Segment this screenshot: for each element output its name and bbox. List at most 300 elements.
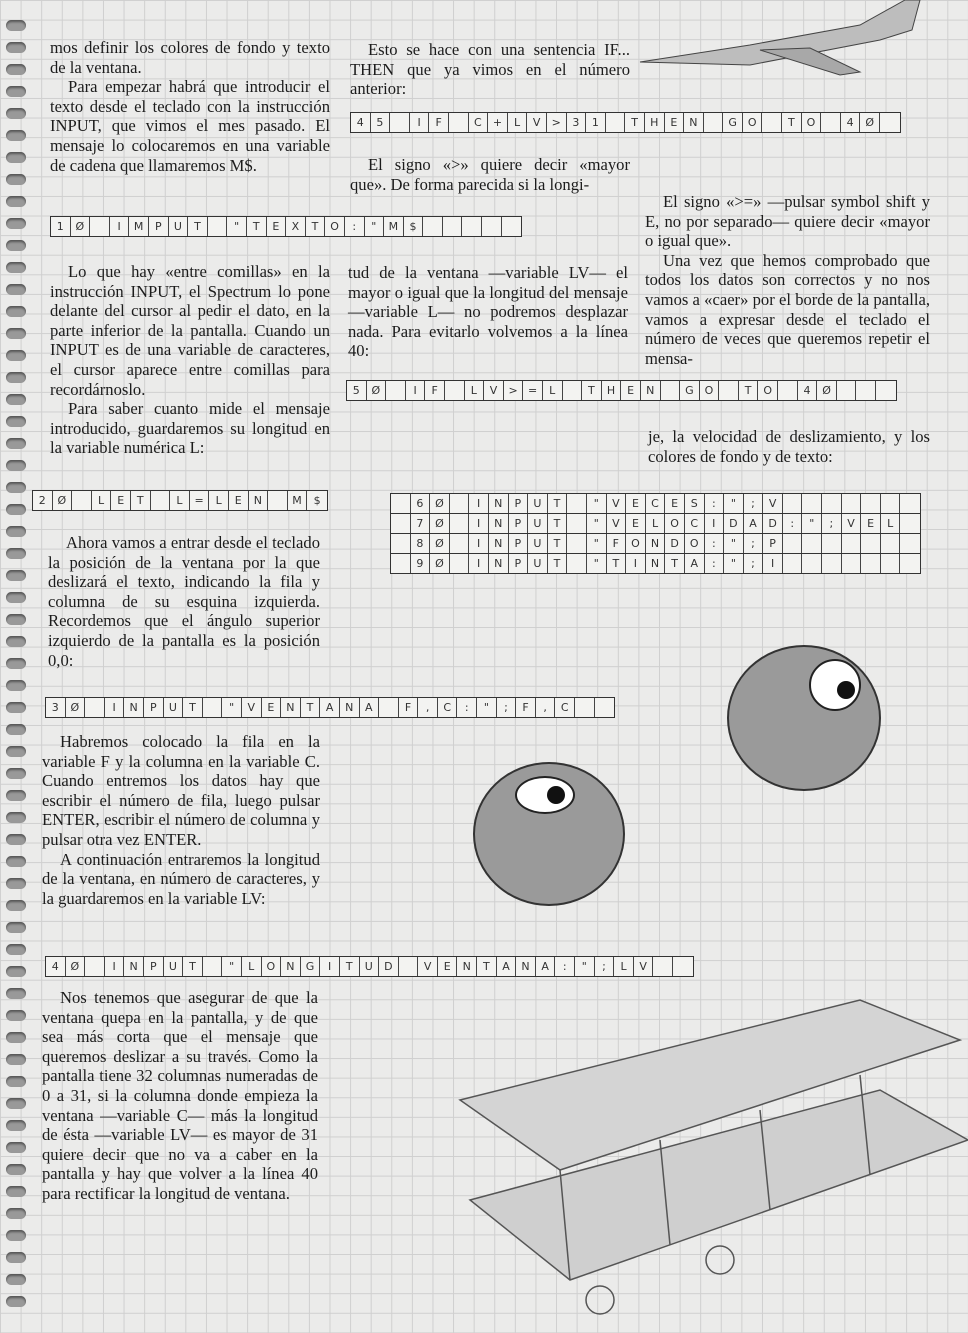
- binding-hole: [6, 526, 26, 537]
- code-cell: [837, 381, 857, 400]
- code-cell: Ø: [430, 534, 450, 553]
- binding-hole: [6, 1032, 26, 1043]
- code-line-45: [350, 112, 901, 133]
- code-cell: [423, 217, 443, 236]
- code-cell: [653, 957, 673, 976]
- code-cell: [802, 494, 822, 513]
- code-cell: [151, 491, 171, 510]
- article-column-mid-3: [348, 263, 628, 361]
- code-cell: ": [724, 554, 744, 573]
- code-cell: T: [665, 554, 685, 573]
- binding-hole: [6, 878, 26, 889]
- code-cell: O: [700, 381, 720, 400]
- code-cell: [900, 534, 920, 553]
- binding-hole: [6, 856, 26, 867]
- code-cell: V: [763, 494, 783, 513]
- binding-hole: [6, 416, 26, 427]
- code-cell: L: [614, 957, 634, 976]
- code-cell: Ø: [367, 381, 387, 400]
- binding-hole: [6, 504, 26, 515]
- code-cell: I: [763, 554, 783, 573]
- code-cell: P: [144, 957, 164, 976]
- code-cell: [802, 534, 822, 553]
- code-cell: 4: [841, 113, 861, 132]
- code-cell: Ø: [430, 494, 450, 513]
- code-cell: N: [281, 957, 301, 976]
- code-cell: :: [783, 514, 803, 533]
- code-cell: P: [509, 514, 529, 533]
- code-cell: V: [842, 514, 862, 533]
- code-cell: G: [301, 957, 321, 976]
- code-cell: [386, 381, 406, 400]
- code-cell: [203, 698, 223, 717]
- code-cell: [90, 217, 110, 236]
- code-cell: T: [739, 381, 759, 400]
- code-cell: M: [129, 217, 149, 236]
- binding-hole: [6, 1054, 26, 1065]
- code-cell: Ø: [53, 491, 73, 510]
- binding-hole: [6, 812, 26, 823]
- code-cell: N: [281, 698, 301, 717]
- code-cell: T: [782, 113, 802, 132]
- article-column-left-2: [50, 262, 330, 458]
- code-cell: E: [621, 381, 641, 400]
- code-cell: [842, 494, 862, 513]
- code-cell: [673, 957, 693, 976]
- code-cell: 2: [33, 491, 53, 510]
- code-cell: L: [646, 514, 666, 533]
- code-cell: [802, 554, 822, 573]
- code-cell: ": [587, 534, 607, 553]
- binding-hole: [6, 900, 26, 911]
- code-cell: U: [528, 534, 548, 553]
- code-cell: M: [384, 217, 404, 236]
- code-cell: ;: [744, 534, 764, 553]
- code-cell: =: [190, 491, 210, 510]
- binding-hole: [6, 1230, 26, 1241]
- code-cell: V: [242, 698, 262, 717]
- code-cell: U: [169, 217, 189, 236]
- binding-hole: [6, 1296, 26, 1307]
- code-cell: N: [489, 554, 509, 573]
- code-cell: ": [587, 554, 607, 573]
- binding-hole: [6, 1252, 26, 1263]
- code-cell: O: [626, 534, 646, 553]
- code-cell: [861, 494, 881, 513]
- code-cell: C: [469, 113, 489, 132]
- code-cell: I: [105, 698, 125, 717]
- code-cell: L: [209, 491, 229, 510]
- code-cell: I: [469, 554, 489, 573]
- code-cell: [443, 217, 463, 236]
- code-cell: T: [477, 957, 497, 976]
- code-cell: [783, 554, 803, 573]
- code-cell: =: [523, 381, 543, 400]
- code-cell: 9: [411, 554, 431, 573]
- binding-hole: [6, 262, 26, 273]
- code-cell: ;: [595, 957, 615, 976]
- article-column-left-5: [42, 988, 318, 1204]
- code-cell: E: [267, 217, 287, 236]
- code-cell: [856, 381, 876, 400]
- code-cell: A: [360, 698, 380, 717]
- code-cell: U: [528, 514, 548, 533]
- code-line-40: [45, 956, 694, 977]
- code-cell: P: [144, 698, 164, 717]
- code-cell: >: [547, 113, 567, 132]
- code-cell: V: [527, 113, 547, 132]
- binding-hole: [6, 196, 26, 207]
- code-cell: I: [626, 554, 646, 573]
- code-cell: T: [548, 514, 568, 533]
- code-cell: N: [646, 554, 666, 573]
- code-cell: 1: [51, 217, 71, 236]
- pacman-ghost-illustration: [727, 645, 881, 791]
- code-line-80: [391, 533, 920, 553]
- code-cell: E: [665, 494, 685, 513]
- code-cell: [85, 957, 105, 976]
- binding-hole: [6, 482, 26, 493]
- code-line-90: [391, 553, 920, 573]
- code-cell: F: [607, 534, 627, 553]
- code-cell: T: [306, 217, 326, 236]
- code-cell: T: [188, 217, 208, 236]
- code-cell: ,: [536, 698, 556, 717]
- code-cell: S: [685, 494, 705, 513]
- binding-hole: [6, 460, 26, 471]
- code-cell: U: [528, 494, 548, 513]
- code-cell: I: [469, 514, 489, 533]
- code-cell: Ø: [817, 381, 837, 400]
- code-cell: [482, 217, 502, 236]
- code-cell: O: [262, 957, 282, 976]
- code-cell: ": [365, 217, 385, 236]
- code-cell: E: [626, 514, 646, 533]
- code-cell: [783, 534, 803, 553]
- code-cell: N: [489, 494, 509, 513]
- code-cell: [85, 698, 105, 717]
- binding-hole: [6, 1274, 26, 1285]
- binding-hole: [6, 768, 26, 779]
- code-line-20: [32, 490, 328, 511]
- code-cell: P: [509, 494, 529, 513]
- code-cell: I: [406, 381, 426, 400]
- paragraph: Esto se hace con una sentencia IF... THEN que ya vimos en el número anterior:: [350, 40, 630, 99]
- code-cell: >: [504, 381, 524, 400]
- code-cell: Ø: [66, 957, 86, 976]
- code-cell: A: [744, 514, 764, 533]
- paragraph: Lo que hay «entre comillas» en la instrucción INPUT, el Spectrum lo pone delante del cursor al pedir el dato, en la parte inferior de la pantalla. Cuando un INPUT es de una variable de caracteres, el cursor aparece entre comillas para recordárnoslo.: [50, 262, 330, 399]
- code-cell: 5: [371, 113, 391, 132]
- code-cell: C: [438, 698, 458, 717]
- code-cell: [861, 534, 881, 553]
- article-column-mid-2: [350, 155, 630, 194]
- code-cell: N: [684, 113, 704, 132]
- code-cell: ;: [744, 494, 764, 513]
- code-cell: T: [301, 698, 321, 717]
- paragraph: Para saber cuanto mide el mensaje introducido, guardaremos su longitud en la variable numérica L:: [50, 399, 330, 458]
- code-line-30: [45, 697, 615, 718]
- binding-hole: [6, 658, 26, 669]
- code-line-50: [346, 380, 897, 401]
- binding-hole: [6, 548, 26, 559]
- code-cell: D: [665, 534, 685, 553]
- paragraph: Una vez que hemos comprobado que todos los datos son correctos y no nos vamos a «caer» por el borde de la pantalla, vamos a expresar desde el teclado el número de veces que queremos repetir el mensa-: [645, 250, 930, 368]
- code-cell: T: [183, 957, 203, 976]
- binding-hole: [6, 988, 26, 999]
- binding-hole: [6, 746, 26, 757]
- code-cell: Ø: [860, 113, 880, 132]
- code-cell: E: [229, 491, 249, 510]
- code-cell: :: [705, 534, 725, 553]
- code-cell: Ø: [430, 514, 450, 533]
- code-cell: ;: [822, 514, 842, 533]
- binding-hole: [6, 570, 26, 581]
- code-cell: ": [587, 514, 607, 533]
- code-cell: Ø: [66, 698, 86, 717]
- code-cell: ;: [744, 554, 764, 573]
- code-line-70: [391, 513, 920, 533]
- code-cell: 8: [411, 534, 431, 553]
- code-line-60: [391, 494, 920, 513]
- code-cell: 3: [567, 113, 587, 132]
- code-cell: [822, 554, 842, 573]
- code-cell: V: [418, 957, 438, 976]
- binding-hole: [6, 790, 26, 801]
- code-cell: [567, 514, 587, 533]
- code-cell: ": [227, 217, 247, 236]
- code-cell: ,: [418, 698, 438, 717]
- jet-plane-illustration: [630, 0, 930, 80]
- code-cell: L: [170, 491, 190, 510]
- code-cell: [563, 381, 583, 400]
- binding-hole: [6, 86, 26, 97]
- code-cell: N: [457, 957, 477, 976]
- code-cell: A: [685, 554, 705, 573]
- code-cell: :: [705, 494, 725, 513]
- code-cell: N: [641, 381, 661, 400]
- code-cell: [880, 113, 900, 132]
- biplane-illustration: [440, 980, 968, 1333]
- code-cell: [719, 381, 739, 400]
- article-column-left-3: [48, 533, 320, 670]
- code-cell: :: [555, 957, 575, 976]
- code-cell: 5: [347, 381, 367, 400]
- code-cell: H: [645, 113, 665, 132]
- binding-hole: [6, 1098, 26, 1109]
- code-cell: V: [607, 514, 627, 533]
- code-cell: N: [489, 514, 509, 533]
- code-cell: [567, 494, 587, 513]
- binding-hole: [6, 438, 26, 449]
- code-cell: [391, 514, 411, 533]
- code-cell: P: [149, 217, 169, 236]
- code-cell: C: [646, 494, 666, 513]
- binding-hole: [6, 240, 26, 251]
- code-cell: ": [575, 957, 595, 976]
- binding-hole: [6, 152, 26, 163]
- code-cell: F: [425, 381, 445, 400]
- code-cell: [450, 534, 470, 553]
- binding-hole: [6, 350, 26, 361]
- code-cell: G: [723, 113, 743, 132]
- code-cell: :: [457, 698, 477, 717]
- code-line-10: [50, 216, 522, 237]
- code-cell: [762, 113, 782, 132]
- code-cell: [390, 113, 410, 132]
- binding-hole: [6, 614, 26, 625]
- code-cell: [661, 381, 681, 400]
- code-cell: E: [626, 494, 646, 513]
- code-cell: [462, 217, 482, 236]
- code-cell: ": [477, 698, 497, 717]
- code-cell: C: [685, 514, 705, 533]
- code-cell: :: [345, 217, 365, 236]
- binding-hole: [6, 1164, 26, 1175]
- code-cell: [783, 494, 803, 513]
- code-cell: O: [802, 113, 822, 132]
- paragraph: A continuación entraremos la longitud de la ventana, en número de caracteres, y la guardaremos en la variable LV:: [42, 849, 320, 908]
- code-cell: M: [288, 491, 308, 510]
- code-cell: [606, 113, 626, 132]
- binding-hole: [6, 284, 26, 295]
- binding-hole: [6, 20, 26, 31]
- code-cell: [822, 534, 842, 553]
- binding-hole: [6, 1142, 26, 1153]
- binding-hole: [6, 592, 26, 603]
- code-cell: $: [404, 217, 424, 236]
- code-cell: P: [509, 554, 529, 573]
- code-cell: G: [680, 381, 700, 400]
- code-cell: A: [320, 698, 340, 717]
- paragraph: mos definir los colores de fondo y texto de la ventana.: [50, 38, 330, 77]
- code-cell: [391, 494, 411, 513]
- article-column-mid-1: [350, 40, 630, 99]
- article-column-right-2: [648, 427, 930, 466]
- code-cell: N: [646, 534, 666, 553]
- code-cell: L: [465, 381, 485, 400]
- code-cell: [391, 534, 411, 553]
- code-cell: [450, 494, 470, 513]
- code-cell: P: [509, 534, 529, 553]
- code-cell: I: [469, 494, 489, 513]
- binding-hole: [6, 306, 26, 317]
- binding-hole: [6, 218, 26, 229]
- paragraph: El signo «>» quiere decir «mayor que». De forma parecida si la longi-: [350, 155, 630, 194]
- binding-hole: [6, 1186, 26, 1197]
- code-cell: I: [105, 957, 125, 976]
- code-cell: T: [548, 534, 568, 553]
- code-cell: N: [516, 957, 536, 976]
- code-cell: [450, 514, 470, 533]
- code-cell: Ø: [430, 554, 450, 573]
- code-cell: [567, 554, 587, 573]
- code-cell: O: [325, 217, 345, 236]
- code-cell: ;: [497, 698, 517, 717]
- code-cell: [445, 381, 465, 400]
- code-cell: [203, 957, 223, 976]
- code-cell: N: [340, 698, 360, 717]
- article-column-right-1: [645, 192, 930, 368]
- binding-hole: [6, 944, 26, 955]
- binding-hole: [6, 636, 26, 647]
- paragraph: tud de la ventana —variable LV— el mayor o igual que la longitud del mensaje —variable L— no podremos desplazar nada. Para evitarlo volvemos a la línea 40:: [348, 263, 628, 361]
- code-cell: I: [110, 217, 130, 236]
- binding-hole: [6, 372, 26, 383]
- code-cell: [842, 554, 862, 573]
- code-cell: [567, 534, 587, 553]
- binding-hole: [6, 108, 26, 119]
- article-column-left-4: [42, 732, 320, 908]
- code-cell: ": [724, 494, 744, 513]
- code-cell: I: [410, 113, 430, 132]
- code-cell: [881, 554, 901, 573]
- code-cell: T: [548, 554, 568, 573]
- code-cell: [876, 381, 896, 400]
- code-cell: F: [399, 698, 419, 717]
- code-cell: [778, 381, 798, 400]
- binding-hole: [6, 130, 26, 141]
- code-cell: N: [249, 491, 269, 510]
- code-cell: F: [516, 698, 536, 717]
- code-cell: P: [763, 534, 783, 553]
- code-cell: 4: [46, 957, 66, 976]
- code-cell: L: [543, 381, 563, 400]
- code-cell: T: [183, 698, 203, 717]
- binding-hole: [6, 42, 26, 53]
- binding-hole: [6, 328, 26, 339]
- code-cell: D: [763, 514, 783, 533]
- code-cell: I: [320, 957, 340, 976]
- code-cell: ": [724, 534, 744, 553]
- code-cell: T: [131, 491, 151, 510]
- binding-hole: [6, 724, 26, 735]
- binding-hole: [6, 64, 26, 75]
- code-cell: [900, 514, 920, 533]
- code-cell: O: [743, 113, 763, 132]
- binding-hole: [6, 1208, 26, 1219]
- code-cell: V: [484, 381, 504, 400]
- code-cell: T: [582, 381, 602, 400]
- code-cell: L: [881, 514, 901, 533]
- binding-hole: [6, 1010, 26, 1021]
- code-cell: E: [861, 514, 881, 533]
- code-cell: N: [124, 698, 144, 717]
- code-cell: T: [548, 494, 568, 513]
- code-cell: O: [758, 381, 778, 400]
- code-cell: [704, 113, 724, 132]
- pacman-ghost-illustration: [473, 762, 625, 906]
- binding-hole: [6, 174, 26, 185]
- code-cell: A: [497, 957, 517, 976]
- code-cell: T: [625, 113, 645, 132]
- binding-hole: [6, 966, 26, 977]
- code-cell: [450, 554, 470, 573]
- code-cell: [208, 217, 228, 236]
- paragraph: El signo «>=» —pulsar symbol shift y E, no por separado— quiere decir «mayor o igual que».: [645, 192, 930, 251]
- paragraph: Ahora vamos a entrar desde el teclado la posición de la ventana por la que deslizará el texto, indicando la fila y columna de su esquina izquierda. Recordemos que el ángulo superior izquierdo de la pantalla es la posición 0,0:: [48, 533, 320, 670]
- binding-hole: [6, 394, 26, 405]
- code-cell: C: [555, 698, 575, 717]
- code-cell: [881, 494, 901, 513]
- code-cell: E: [665, 113, 685, 132]
- code-cell: O: [685, 534, 705, 553]
- code-cell: [449, 113, 469, 132]
- binding-hole: [6, 702, 26, 713]
- code-cell: E: [262, 698, 282, 717]
- code-cell: [821, 113, 841, 132]
- code-cell: $: [313, 494, 321, 507]
